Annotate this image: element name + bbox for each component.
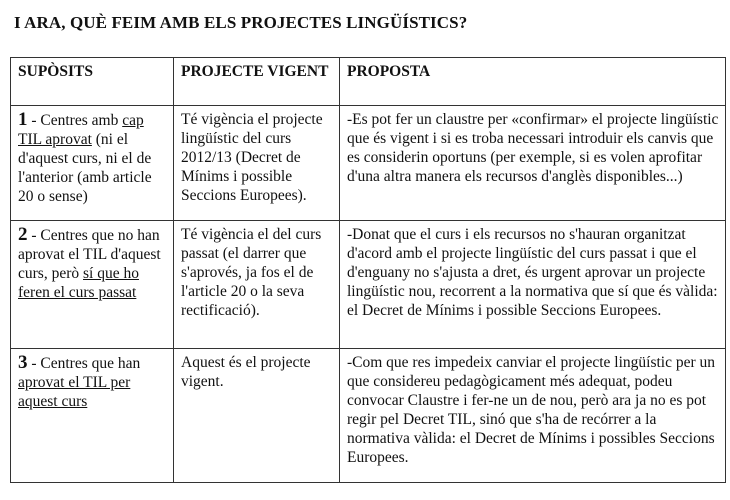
header-suposits: SUPÒSITS [11, 58, 174, 106]
proposal-cell: -Donat que el curs i els recursos no s'hauran organitzat d'acord amb el projecte lingüístic del curs passat i que el d'enguany no s'ajusta a dret, és urgent aprovar un projecte lingüístic nou, recorrent a la normativa que sí que és vàlida: el Decret de Mínims i possible Seccions Europees. [340, 221, 726, 349]
table-header-row [11, 58, 726, 106]
table-row [11, 106, 726, 221]
header-projecte-vigent: PROJECTE VIGENT [174, 58, 340, 106]
table-row [11, 221, 726, 349]
case-text: - Centres amb [27, 112, 123, 129]
header-proposta: PROPOSTA [340, 58, 726, 106]
project-cell: Té vigència el del curs passat (el darrer que s'aprovés, ja fos el de l'article 20 o la seva rectificació). [174, 221, 340, 349]
proposals-table [10, 57, 726, 483]
project-cell: Té vigència el projecte lingüístic del curs 2012/13 (Decret de Mínims i possible Seccions Europees). [174, 106, 340, 221]
proposal-cell: -Com que res impedeix canviar el projecte lingüístic per un que considereu pedagògicament més adequat, podeu convocar Claustre i fer-ne un de nou, però ara ja no es pot regir pel Decret TIL, sinó que s'ha de recórrer a la normativa vàlida: el Decret de Mínims i possibles Seccions Europees. [340, 349, 726, 483]
case-number: 2 [18, 224, 28, 245]
table-row [11, 349, 726, 483]
project-cell: Aquest és el projecte vigent. [174, 349, 340, 483]
proposal-cell: -Es pot fer un claustre per «confirmar» el projecte lingüístic que és vigent i si es troba necessari introduir els canvis que es considerin oportuns (per exemple, si es volen aprofitar d'una altra manera els recursos d'anglès disponibles...) [340, 106, 726, 221]
case-text-end: (ni el d'aquest curs, ni el de l'anterior (amb article 20 o sense) [18, 131, 152, 205]
case-highlight: sí que ho feren el curs passat [18, 265, 139, 301]
case-highlight: cap TIL aprovat [18, 112, 144, 148]
case-cell [11, 106, 174, 221]
case-highlight: aprovat el TIL per aquest curs [18, 374, 131, 410]
case-cell [11, 221, 174, 349]
case-text: - Centres que han [27, 355, 141, 372]
page-title: I ARA, QUÈ FEIM AMB ELS PROJECTES LINGÜÍSTICS? [14, 13, 468, 32]
case-number: 3 [18, 352, 28, 373]
case-number: 1 [18, 109, 28, 130]
case-text: - Centres que no han aprovat el TIL d'aquest curs, però [18, 227, 161, 282]
case-cell [11, 349, 174, 483]
